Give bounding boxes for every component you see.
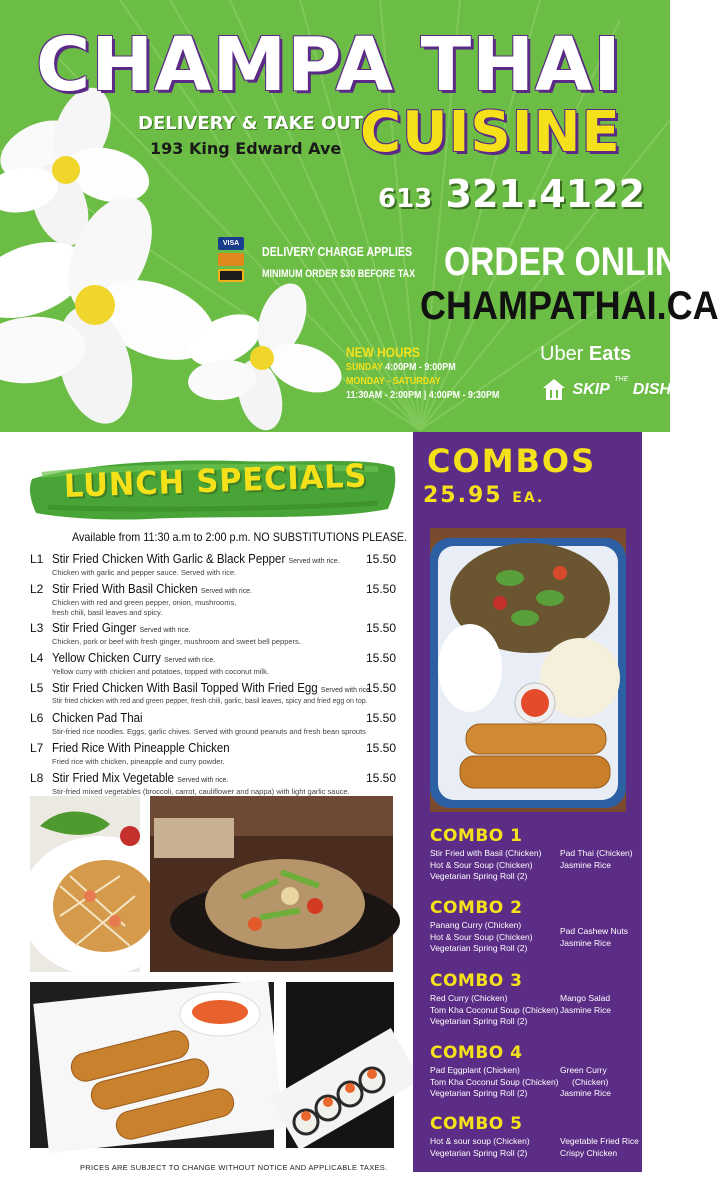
item-name: Stir Fried Ginger Served with rice. (52, 621, 191, 635)
item-code: L6 (30, 711, 44, 725)
item-description: Chicken, pork or beef with fresh ginger, mushroom and sweet bell peppers. (52, 637, 301, 646)
item-price: 15.50 (365, 741, 396, 755)
minimum-order-note: MINIMUM ORDER $30 BEFORE TAX (262, 268, 416, 280)
order-online-label: ORDER ONLINE (444, 240, 702, 284)
item-description: Chicken with garlic and pepper sauce. Served with rice. (52, 568, 237, 577)
header-banner (0, 0, 719, 432)
combo-2 (430, 898, 640, 953)
menu-item (30, 741, 398, 771)
menu-item (30, 552, 398, 582)
hours-sunday (346, 360, 499, 374)
sushi-roll-photo (286, 982, 394, 1148)
item-description: Chicken with red and green pepper, onion, mushrooms, fresh chili, basil leaves and spicy. (52, 598, 237, 617)
restaurant-subtitle: CUISINE (360, 100, 621, 165)
combo-items-right: Vegetable Fried Rice Crispy Chicken (560, 1136, 639, 1158)
item-code: L1 (30, 552, 44, 566)
skip-the-dishes-icon (540, 376, 568, 404)
skip-the-word: THE (614, 376, 629, 383)
hours-weekday-time: 11:30AM - 2:00PM | 4:00PM - 9:30PM (346, 389, 500, 401)
phone-digits: 321.4122 (445, 172, 646, 216)
item-description: Stir-fried mixed vegetables (broccoli, carrot, cauliflower and nappa) with light garlic sauce. (52, 787, 350, 796)
item-code: L7 (30, 741, 44, 755)
item-description: Fried rice with chicken, pineapple and curry powder. (52, 757, 225, 766)
combo-items-left: Red Curry (Chicken) Tom Kha Coconut Soup (Chicken) Vegetarian Spring Roll (2) (430, 993, 559, 1026)
phone-area-code: 613 (378, 184, 433, 214)
item-price: 15.50 (365, 711, 396, 725)
combo-items-left: Panang Curry (Chicken) Hot & Sour Soup (Chicken) Vegetarian Spring Roll (2) (430, 920, 533, 953)
mastercard-icon (218, 253, 244, 266)
combo-items-left: Stir Fried with Basil (Chicken) Hot & Sour Soup (Chicken) Vegetarian Spring Roll (2) (430, 848, 542, 881)
item-description: Stir fried chicken with red and green pepper, fresh chili, garlic, basil leaves, spicy and fried egg on top. (52, 698, 368, 705)
uber-eats-word-1: Uber (540, 343, 584, 365)
plumeria-flower-large (0, 184, 226, 432)
restaurant-address: 193 King Edward Ave (150, 139, 342, 158)
visa-card-icon: VISA (218, 237, 244, 250)
spring-rolls-photo (30, 982, 274, 1148)
phone-number[interactable] (378, 172, 645, 216)
item-code: L2 (30, 582, 44, 596)
combo-items-left: Hot & sour soup (Chicken) Vegetarian Spring Roll (2) (430, 1136, 530, 1158)
menu-item (30, 681, 398, 711)
item-description: Stir-fried rice noodles. Eggs, garlic chives. Served with ground peanuts and fresh bean sprouts (52, 727, 366, 736)
combos-price (423, 483, 544, 508)
item-name: Fried Rice With Pineapple Chicken (52, 741, 230, 755)
item-code: L3 (30, 621, 44, 635)
hours-weekday-label: MONDAY - SATURDAY (346, 375, 441, 387)
plumeria-flower-small (181, 277, 348, 435)
item-price: 15.50 (365, 552, 396, 566)
combos-price-value: 25.95 (423, 483, 503, 508)
skip-dishes-word: DISHES (632, 381, 693, 398)
item-price: 15.50 (365, 681, 396, 695)
combos-title: COMBOS (427, 442, 597, 480)
lunch-menu-list (30, 552, 398, 801)
combo-items-right: Mango Salad Jasmine Rice (560, 993, 612, 1015)
combo-items-right: Pad Thai (Chicken) Jasmine Rice (560, 848, 633, 870)
item-name: Chicken Pad Thai (52, 711, 143, 725)
combo-title: COMBO 4 (430, 1043, 523, 1063)
restaurant-name: CHAMPA THAI (36, 22, 622, 108)
item-name: Stir Fried Chicken With Basil Topped With Fried Egg Served with rice. (52, 681, 372, 695)
hours-sunday-time: 4:00PM - 9:00PM (385, 361, 456, 373)
lunch-specials-title: LUNCH SPECIALS (63, 456, 368, 505)
hours-sunday-label: SUNDAY (346, 361, 383, 373)
uber-eats-logo[interactable] (540, 343, 631, 366)
menu-item (30, 621, 398, 651)
item-price: 15.50 (365, 771, 396, 785)
item-name: Stir Fried Mix Vegetable Served with rice. (52, 771, 229, 785)
combo-items-right: Green Curry (Chicken) Jasmine Rice (560, 1065, 612, 1098)
item-price: 15.50 (365, 582, 396, 596)
combo-title: COMBO 3 (430, 971, 523, 991)
combo-items-right: Pad Cashew Nuts Jasmine Rice (560, 926, 629, 948)
combo-4 (430, 1043, 640, 1098)
skip-word: SKIP (572, 381, 610, 398)
combo-title: COMBO 2 (430, 898, 523, 918)
delivery-takeout-label: DELIVERY & TAKE OUT (138, 113, 364, 134)
item-code: L8 (30, 771, 44, 785)
combo-title: COMBO 1 (430, 826, 523, 846)
menu-item (30, 711, 398, 741)
price-disclaimer: PRICES ARE SUBJECT TO CHANGE WITHOUT NOTICE AND APPLICABLE TAXES. (80, 1163, 388, 1172)
combo-3 (430, 971, 640, 1026)
combo-items-left: Pad Eggplant (Chicken) Tom Kha Coconut Soup (Chicken) Vegetarian Spring Roll (2) (430, 1065, 559, 1098)
item-code: L4 (30, 651, 44, 665)
item-name: Yellow Chicken Curry Served with rice. (52, 651, 216, 665)
item-price: 15.50 (365, 621, 396, 635)
website-link[interactable]: CHAMPATHAI.CA (420, 284, 719, 328)
item-name: Stir Fried Chicken With Garlic & Black Pepper Served with rice. (52, 552, 340, 566)
item-description: Yellow curry with chicken and potatoes, topped with coconut milk. (52, 667, 269, 676)
combo-1 (430, 826, 640, 881)
combo-platter-photo (430, 528, 626, 812)
menu-item (30, 582, 398, 621)
payment-cards (218, 237, 244, 285)
opening-hours (346, 344, 526, 402)
combo-5 (430, 1114, 640, 1158)
hours-title: NEW HOURS (346, 344, 421, 360)
uber-eats-word-2: Eats (588, 343, 632, 365)
menu-item (30, 651, 398, 681)
stir-fry-sizzle-photo (150, 796, 393, 972)
pad-thai-photo (30, 796, 140, 972)
debit-card-icon (218, 269, 244, 282)
combos-price-suffix: EA. (512, 490, 545, 506)
item-code: L5 (30, 681, 44, 695)
lunch-availability-note: Available from 11:30 a.m to 2:00 p.m. NO SUBSTITUTIONS PLEASE. (72, 530, 408, 544)
combo-title: COMBO 5 (430, 1114, 523, 1134)
skip-the-dishes-logo[interactable] (540, 376, 692, 406)
item-price: 15.50 (365, 651, 396, 665)
item-name: Stir Fried With Basil Chicken Served with rice. (52, 582, 252, 596)
delivery-charge-note: DELIVERY CHARGE APPLIES (262, 244, 413, 259)
